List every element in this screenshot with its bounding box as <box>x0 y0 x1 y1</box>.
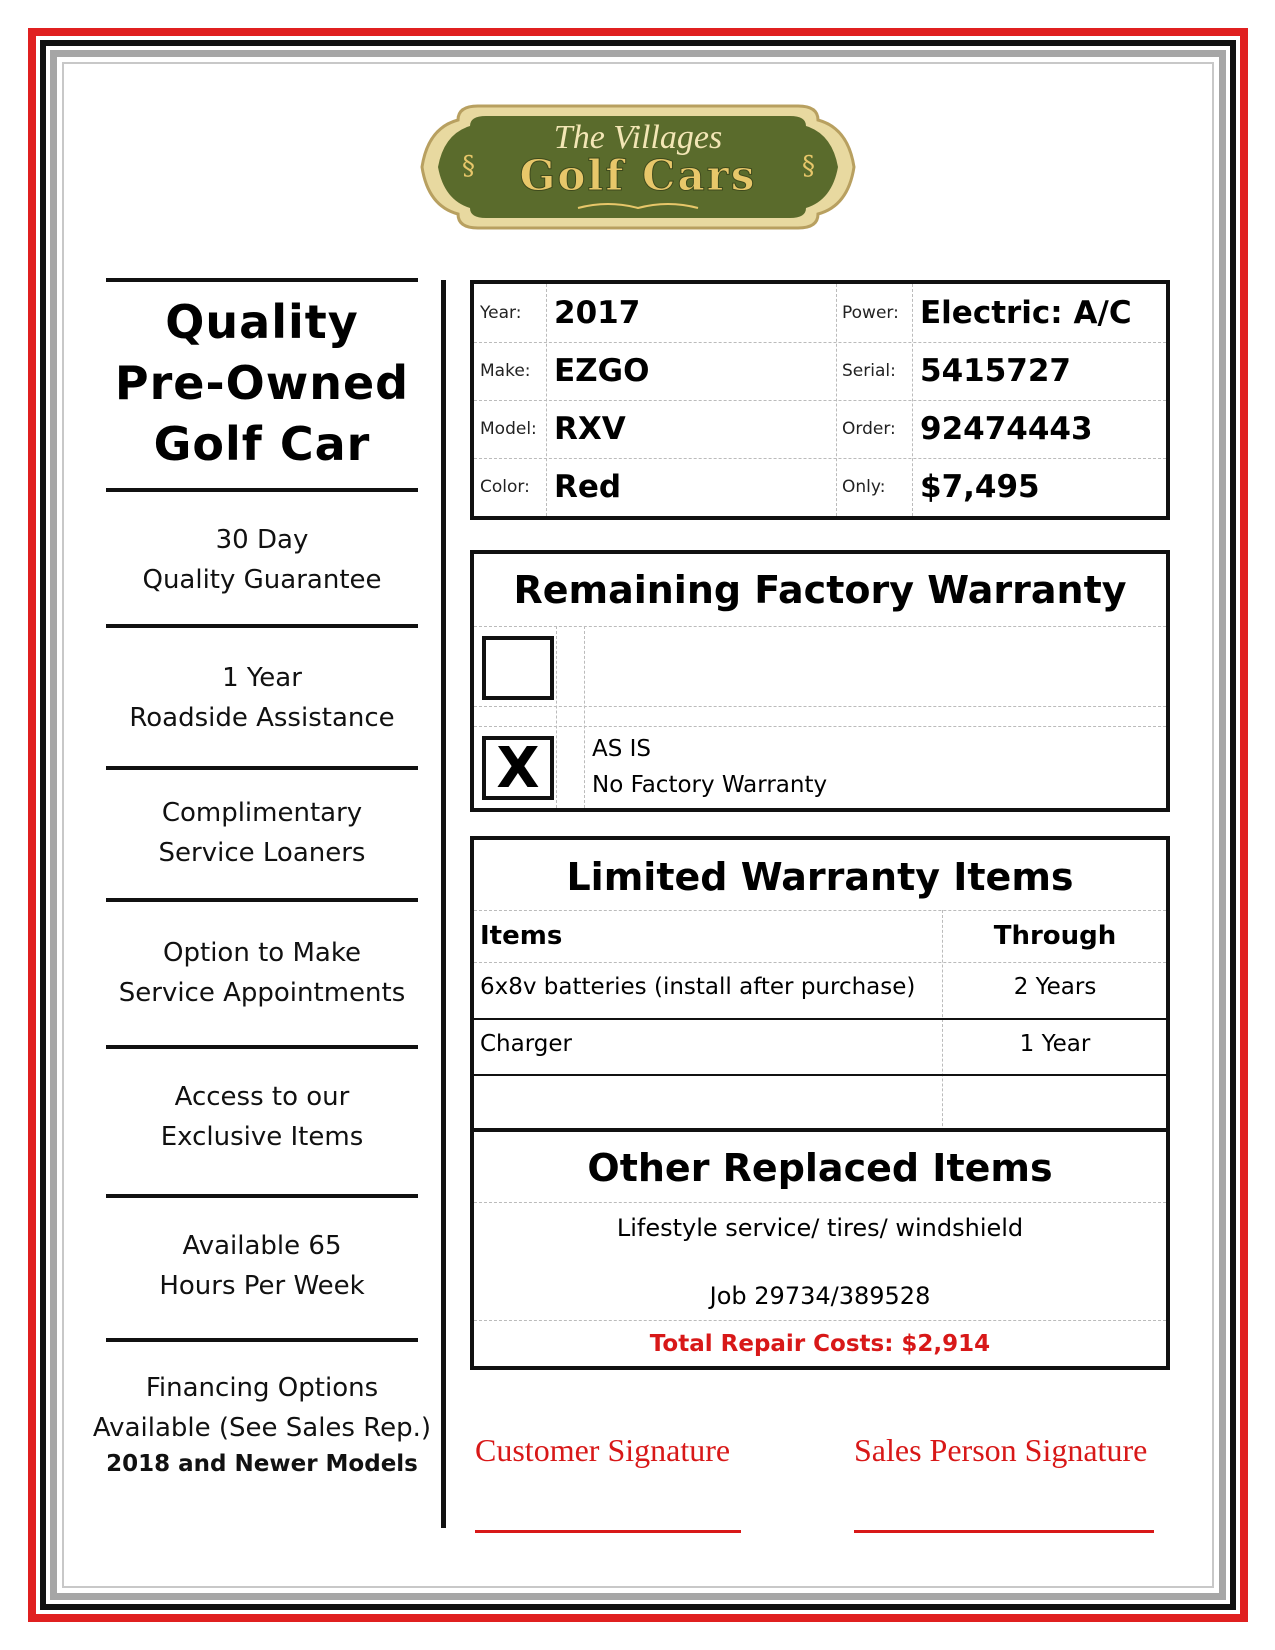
left-rule <box>106 624 418 628</box>
info-row <box>474 458 1166 516</box>
power-label: Power: <box>842 303 899 323</box>
order-value: 92474443 <box>920 411 1093 447</box>
left-rule <box>106 1194 418 1198</box>
year-label: Year: <box>480 303 522 323</box>
info-row <box>474 400 1166 459</box>
car-info-table <box>470 280 1170 520</box>
svg-text:§: § <box>802 151 815 181</box>
table-header <box>474 910 1166 963</box>
feature-financing-options: Financing Options Available (See Sales Rep.) 2018 and Newer Models <box>92 1373 432 1477</box>
make-label: Make: <box>480 361 531 381</box>
customer-signature-label: Customer Signature <box>475 1432 731 1468</box>
feature-service-loaners: Complimentary Service Loaners <box>158 798 366 868</box>
year-value: 2017 <box>554 295 641 331</box>
sales-signature-line[interactable] <box>854 1530 1154 1533</box>
color-label: Color: <box>480 477 530 497</box>
job-number: Job 29734/389528 <box>709 1282 931 1310</box>
svg-text:§: § <box>462 151 475 181</box>
feature-hours-per-week: Available 65 Hours Per Week <box>159 1231 365 1301</box>
customer-signature-line[interactable] <box>475 1530 741 1533</box>
sales-signature-label: Sales Person Signature <box>854 1432 1148 1468</box>
total-repair-costs: Total Repair Costs: $2,914 <box>474 1320 1166 1367</box>
serial-label: Serial: <box>842 361 896 381</box>
order-label: Order: <box>842 419 896 439</box>
left-rule <box>106 766 418 770</box>
warranty-item: 6x8v batteries (install after purchase) <box>480 974 916 1000</box>
table-row <box>474 1018 1166 1076</box>
other-replaced-title: Other Replaced Items <box>474 1132 1166 1203</box>
as-is-checkbox[interactable]: X <box>482 736 554 800</box>
left-rule <box>106 278 418 282</box>
remaining-warranty-title: Remaining Factory Warranty <box>474 554 1166 627</box>
other-replaced-box <box>470 1128 1170 1370</box>
remaining-warranty-box <box>470 550 1170 812</box>
color-value: Red <box>554 469 622 505</box>
as-is-text: AS IS No Factory Warranty <box>592 736 828 798</box>
warranty-through: 1 Year <box>1019 1031 1091 1057</box>
left-rule <box>106 488 418 492</box>
page-title: Quality Pre-Owned Golf Car <box>114 295 410 471</box>
feature-service-appointments: Option to Make Service Appointments <box>118 938 406 1008</box>
replaced-items-text: Lifestyle service/ tires/ windshield <box>616 1214 1024 1242</box>
model-value: RXV <box>554 411 626 447</box>
logo-line2: Golf Cars <box>519 151 757 200</box>
price-label: Only: <box>842 477 886 497</box>
serial-value: 5415727 <box>920 353 1071 389</box>
warranty-checkbox[interactable] <box>482 636 554 700</box>
left-rule <box>106 1045 418 1049</box>
limited-warranty-title: Limited Warranty Items <box>474 840 1166 911</box>
warranty-item: Charger <box>480 1031 572 1057</box>
left-rule <box>106 1338 418 1342</box>
feature-exclusive-items: Access to our Exclusive Items <box>160 1082 364 1152</box>
the-villages-golf-cars-logo <box>418 98 858 236</box>
col-items-header: Items <box>480 921 563 951</box>
table-row <box>474 962 1166 1020</box>
feature-quality-guarantee: 30 Day Quality Guarantee <box>142 525 382 595</box>
feature-roadside-assistance: 1 Year Roadside Assistance <box>129 663 395 733</box>
info-row <box>474 342 1166 401</box>
model-label: Model: <box>480 419 537 439</box>
info-row <box>474 284 1166 343</box>
col-through-header: Through <box>993 921 1117 951</box>
price-value: $7,495 <box>920 469 1040 505</box>
logo-line1: The Villages <box>553 119 723 156</box>
column-divider <box>441 280 446 1528</box>
make-value: EZGO <box>554 353 650 389</box>
limited-warranty-box <box>470 836 1170 1136</box>
warranty-through: 2 Years <box>1013 974 1097 1000</box>
power-value: Electric: A/C <box>920 295 1132 331</box>
left-rule <box>106 898 418 902</box>
